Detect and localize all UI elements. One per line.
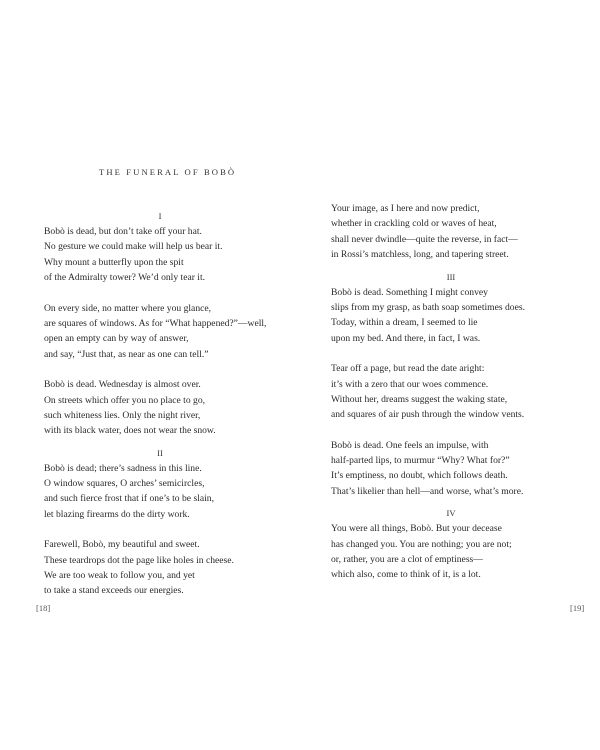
verse-line: That’s likelier than hell—and worse, what’s more. [331,485,524,497]
verse-line: to take a stand exceeds our energies. [44,585,184,597]
stanza [44,224,276,286]
verse-line: slips from my grasp, as bath soap sometimes does. [331,301,525,313]
section-numeral: I [158,211,162,221]
verse-line: in Rossi’s matchless, long, and tapering street. [331,249,509,261]
verse-line: Tear off a page, but read the date aright: [331,363,485,375]
verse-line: Bobò is dead; there’s sadness in this line. [44,462,202,474]
verse-line: and say, “Just that, as near as one can tell.” [44,348,209,360]
verse-line: On streets which offer you no place to go, [44,394,206,406]
section-numeral: III [446,271,456,282]
stanza [44,301,276,363]
verse-line: Bobò is dead. One feels an impulse, with [331,439,489,451]
verse-line: such whiteness lies. Only the night river, [44,409,201,421]
verse-line: Bobò is dead, but don’t take off your hat. [44,226,202,237]
verse-line: or, rather, you are a clot of emptiness— [331,554,483,566]
stanza [331,521,571,583]
verse-line: let blazing firearms do the dirty work. [44,508,190,520]
stanza [331,201,571,263]
verse-line: These teardrops dot the page like holes in cheese. [44,554,234,566]
verse-line: On every side, no matter where you glance, [44,302,212,314]
verse-line: shall never dwindle—quite the reverse, in fact— [331,233,518,245]
section-numeral: IV [446,508,456,519]
stanza [44,537,276,599]
verse-line: half-parted lips, to murmur “Why? What for?” [331,455,510,467]
verse-line: open an empty can by way of answer, [44,333,189,345]
verse-line: whether in crackling cold or waves of heat, [331,218,497,230]
verse-line: O window squares, O arches’ semicircles, [44,478,205,490]
page-number: [18] [36,603,51,613]
verse-line: which also, come to think of it, is a lot. [331,569,481,581]
verse-line: it’s with a zero that our woes commence. [331,378,489,390]
verse-line: has changed you. You are nothing; you are not; [331,538,512,550]
verse-line: Bobò is dead. Something I might convey [331,286,488,298]
verse-line: with its black water, does not wear the snow. [44,425,216,437]
verse-line: of the Admiralty tower? We’d only tear it. [44,272,206,284]
stanza [44,377,276,439]
verse-line: Bobò is dead. Wednesday is almost over. [44,379,201,391]
verse-line: Without her, dreams suggest the waking state, [331,393,508,405]
verse-line: and such fierce frost that if one’s to be slain, [44,493,214,505]
verse-line: We are too weak to follow you, and yet [44,570,195,582]
stanza [331,361,571,423]
verse-line: Why mount a butterfly upon the spit [44,256,184,268]
right-page [300,0,600,750]
verse-line: No gesture we could make will help us bear it. [44,241,223,253]
verse-line: Your image, as I here and now predict, [331,203,480,214]
section-numeral: II [157,447,163,458]
right-text-column [331,201,571,583]
verse-line: It’s emptiness, no doubt, which follows death. [331,470,508,482]
page-number: [19] [570,603,585,613]
poem-title: THE FUNERAL OF BOBÒ [99,167,237,177]
stanza [331,438,571,500]
stanza [44,461,276,523]
left-text-column [44,209,276,599]
verse-line: and squares of air push through the window vents. [331,409,525,421]
verse-line: are squares of windows. As for “What happened?”—well, [44,317,267,329]
verse-line: Farewell, Bobò, my beautiful and sweet. [44,539,200,551]
stanza [331,285,571,347]
verse-line: You were all things, Bobò. But your decease [331,523,502,535]
verse-line: Today, within a dream, I seemed to lie [331,317,478,329]
verse-line: upon my bed. And there, in fact, I was. [331,332,481,344]
